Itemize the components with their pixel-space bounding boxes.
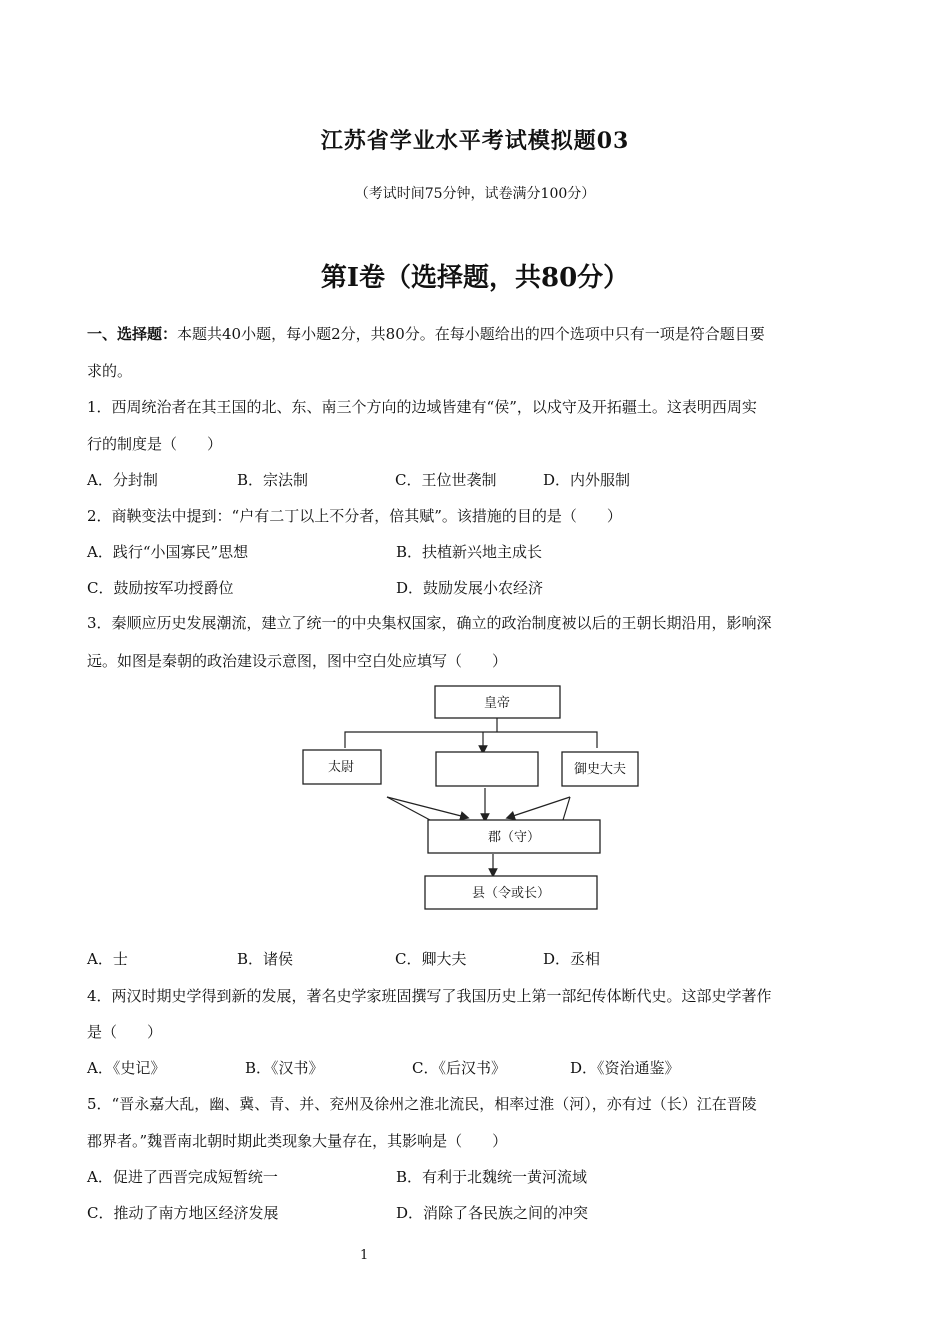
section-label: 一、选择题： — [87, 325, 178, 343]
q1-option-d: D．内外服制 — [543, 471, 631, 489]
arrow-right-to-commandery — [510, 797, 570, 817]
q5-option-b: B．有利于北魏统一黄河流域 — [396, 1168, 588, 1186]
emperor-box — [435, 686, 560, 718]
page-number: 1 — [360, 1248, 369, 1263]
q2-option-b: B．扶植新兴地主成长 — [396, 543, 543, 561]
arrow-right-tail — [563, 797, 570, 820]
arrow-left-to-commandery — [387, 797, 465, 817]
section-instruction — [87, 323, 765, 344]
county-box — [425, 876, 597, 909]
q2-option-c: C．鼓励按军功授爵位 — [87, 579, 234, 597]
q5-option-d: D．消除了各民族之间的冲突 — [396, 1204, 589, 1222]
q3-stem: 3．秦顺应历史发展潮流，建立了统一的中央集权国家，确立的政治制度被以后的王朝长期沿用，影响深 — [87, 614, 772, 632]
q1-option-b: B．宗法制 — [237, 471, 309, 489]
q5-stem: 5．“晋永嘉大乱，幽、冀、青、并、兖州及徐州之淮北流民，相率过淮（河），亦有过（长）江在晋陵 — [87, 1095, 757, 1113]
q2-stem: 2．商鞅变法中提到：“户有二丁以上不分者，倍其赋”。该措施的目的是（ ） — [87, 507, 622, 525]
county-label: 县（令或长） — [471, 886, 551, 901]
q4-stem-cont: 是（ ） — [87, 1023, 163, 1041]
section-text: 本题共40小题，每小题2分，共80分。在每小题给出的四个选项中只有一项是符合题目要 — [177, 325, 765, 343]
q4-option-c: C．《后汉书》 — [412, 1059, 506, 1077]
section-text-cont: 求的。 — [87, 362, 133, 380]
taiwei-label: 太尉 — [327, 760, 355, 775]
q3-option-c: C．卿大夫 — [395, 950, 467, 968]
q4-option-d: D．《资治通鉴》 — [570, 1059, 680, 1077]
qin-political-diagram — [295, 680, 655, 920]
arrow-left-tail — [387, 797, 430, 820]
q2-option-d: D．鼓励发展小农经济 — [396, 579, 544, 597]
taiwei-box — [303, 750, 381, 784]
q1-option-c: C．王位世袭制 — [395, 471, 497, 489]
q3-option-d: D．丞相 — [543, 950, 601, 968]
q3-option-a: A．士 — [87, 950, 128, 968]
q1-stem: 1．西周统治者在其王国的北、东、南三个方向的边域皆建有“侯”，以戍守及开拓疆土。这表明西周实 — [87, 398, 757, 416]
q3-option-b: B．诸侯 — [237, 950, 294, 968]
yushi-box — [562, 752, 638, 786]
q5-stem-cont: 郡界者。”魏晋南北朝时期此类现象大量存在，其影响是（ ） — [87, 1132, 508, 1150]
commandery-box — [428, 820, 600, 853]
emperor-label: 皇帝 — [483, 696, 511, 711]
q4-option-a: A．《史记》 — [87, 1059, 166, 1077]
blank-box — [436, 752, 538, 786]
exam-subtitle: （考试时间75分钟，试卷满分100分） — [354, 186, 596, 202]
q4-option-b: B．《汉书》 — [245, 1059, 324, 1077]
yushi-label: 御史大夫 — [573, 762, 627, 777]
commandery-label: 郡（守） — [487, 830, 541, 845]
q3-stem-cont: 远。如图是秦朝的政治建设示意图，图中空白处应填写（ ） — [87, 652, 508, 670]
exam-title: 江苏省学业水平考试模拟题03 — [320, 128, 630, 154]
q1-stem-cont: 行的制度是（ ） — [87, 435, 223, 453]
q5-option-c: C．推动了南方地区经济发展 — [87, 1204, 279, 1222]
central-bracket — [345, 732, 597, 748]
q4-stem: 4．两汉时期史学得到新的发展，著名史学家班固撰写了我国历史上第一部纪传体断代史。这部史学著作 — [87, 987, 772, 1005]
part-title: 第Ⅰ卷（选择题，共80分） — [320, 263, 630, 293]
q2-option-a: A．践行“小国寡民”思想 — [87, 543, 249, 561]
q1-option-a: A．分封制 — [87, 471, 158, 489]
q5-option-a: A．促进了西晋完成短暂统一 — [87, 1168, 278, 1186]
